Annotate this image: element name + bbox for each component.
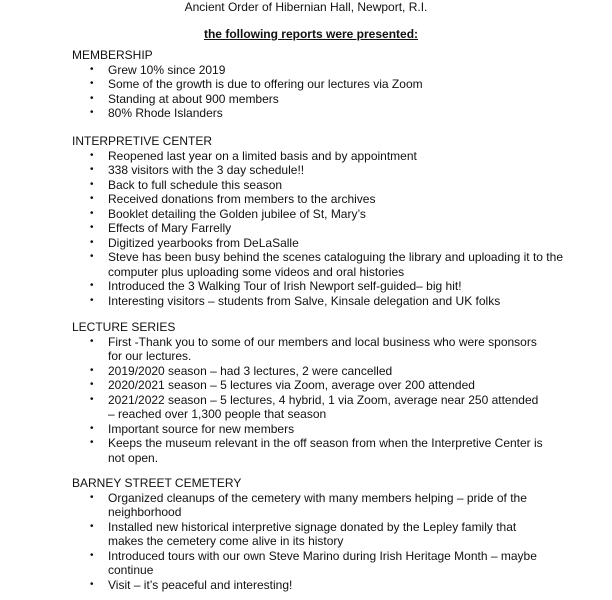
bullet-icon: • <box>90 63 94 75</box>
list-item <box>72 163 588 178</box>
list-item-text: Digitized yearbooks from DeLaSalle <box>108 235 299 250</box>
list-item-text: Effects of Mary Farrelly <box>108 221 232 235</box>
bullet-icon: • <box>90 379 94 390</box>
list-item <box>72 106 552 121</box>
section-heading: MEMBERSHIP <box>72 48 153 62</box>
bullet-icon: • <box>90 178 94 190</box>
list-item <box>72 77 552 92</box>
bullet-icon: • <box>90 193 94 204</box>
list-item-text: 338 visitors with the 3 day schedule!! <box>108 163 305 177</box>
bullet-icon: • <box>90 236 94 248</box>
list-item-text: 2019/2020 season – had 3 lectures, 2 were cancelled <box>108 363 393 378</box>
list-item <box>72 436 548 465</box>
list-item-text: Reopened last year on a limited basis and by appointment <box>108 148 417 163</box>
bullet-list <box>72 335 552 466</box>
bullet-icon: • <box>90 437 94 448</box>
list-item <box>72 393 548 422</box>
bullet-icon: • <box>90 294 94 306</box>
bullet-icon: • <box>90 491 94 503</box>
list-item-text: Steve has been busy behind the scenes cataloguing the library and uploading it to the computer plus uploading some videos and oral histories <box>108 250 563 279</box>
list-item-text: Installed new historical interpretive signage donated by the Lepley family that makes the cemetery come alive in its history <box>108 519 517 548</box>
section-lecture-series <box>72 320 552 465</box>
bullet-icon: • <box>90 393 94 405</box>
list-item-text: 80% Rhode Islanders <box>108 106 223 120</box>
bullet-icon: • <box>90 364 94 376</box>
list-item-text: Booklet detailing the Golden jubilee of St, Mary’s <box>108 206 366 221</box>
list-item <box>72 520 538 549</box>
list-item <box>72 294 588 309</box>
list-item <box>72 279 588 294</box>
section-interpretive-center <box>72 134 563 308</box>
section-membership <box>72 48 552 121</box>
list-item <box>72 549 538 578</box>
list-item-text: Keeps the museum relevant in the off season from when the Interpretive Center is not open. <box>108 436 543 465</box>
section-heading: INTERPRETIVE CENTER <box>72 134 213 148</box>
list-item <box>72 221 588 236</box>
list-item-text: Grew 10% since 2019 <box>108 62 226 77</box>
list-item <box>72 491 538 520</box>
document-title-text: Ancient Order of Hibernian Hall, Newport, R.I. <box>184 0 428 14</box>
list-item <box>72 63 552 78</box>
bullet-list <box>72 148 563 309</box>
section-barney-street-cemetery <box>72 476 552 592</box>
list-item-text: Introduced tours with our own Steve Marino during Irish Heritage Month – maybe continue <box>108 548 537 577</box>
bullet-icon: • <box>90 149 94 161</box>
section-heading: LECTURE SERIES <box>72 320 176 334</box>
bullet-icon: • <box>90 280 94 291</box>
bullet-icon: • <box>90 207 94 219</box>
list-item-text: Standing at about 900 members <box>108 91 279 106</box>
list-item <box>72 335 548 364</box>
list-item-text: Visit – it’s peaceful and interesting! <box>108 577 293 592</box>
list-item-text: Interesting visitors – students from Salve, Kinsale delegation and UK folks <box>108 293 501 308</box>
list-item <box>72 578 538 593</box>
list-item <box>72 178 588 193</box>
list-item-text: First -Thank you to some of our members and local business who were sponsors for our lectures. <box>108 334 537 363</box>
bullet-icon: • <box>90 520 94 532</box>
bullet-icon: • <box>90 578 94 590</box>
list-item <box>72 378 548 393</box>
list-item-text: Back to full schedule this season <box>108 177 283 192</box>
bullet-list <box>72 491 552 593</box>
bullet-icon: • <box>90 335 94 347</box>
bullet-icon: • <box>90 92 94 104</box>
section-heading: BARNEY STREET CEMETERY <box>72 476 242 490</box>
list-item-text: Some of the growth is due to offering our lectures via Zoom <box>108 77 423 91</box>
list-item-text: Introduced the 3 Walking Tour of Irish Newport self-guided– big hit! <box>108 279 462 293</box>
bullet-icon: • <box>90 164 94 175</box>
list-item <box>72 364 548 379</box>
list-item-text: Important source for new members <box>108 421 295 436</box>
list-item-text: Received donations from members to the archives <box>108 192 376 206</box>
document-title <box>0 0 612 15</box>
list-item <box>72 192 588 207</box>
list-item <box>72 207 588 222</box>
document-subtitle <box>0 27 612 42</box>
bullet-icon: • <box>90 422 94 434</box>
bullet-list <box>72 63 552 121</box>
list-item-text: 2021/2022 season – 5 lectures, 4 hybrid, 1 via Zoom, average near 250 attended – reached over 1,300 people that season <box>108 392 539 421</box>
list-item <box>72 236 588 251</box>
bullet-icon: • <box>90 222 94 233</box>
list-item-text: Organized cleanups of the cemetery with many members helping – pride of the neighborhood <box>108 490 527 519</box>
list-item <box>72 149 588 164</box>
bullet-icon: • <box>90 251 94 262</box>
list-item <box>72 422 548 437</box>
list-item <box>72 92 552 107</box>
bullet-icon: • <box>90 549 94 561</box>
bullet-icon: • <box>90 107 94 118</box>
bullet-icon: • <box>90 78 94 89</box>
list-item <box>72 250 588 279</box>
document-subtitle-text: the following reports were presented: <box>203 27 419 41</box>
list-item-text: 2020/2021 season – 5 lectures via Zoom, average over 200 attended <box>108 378 475 392</box>
